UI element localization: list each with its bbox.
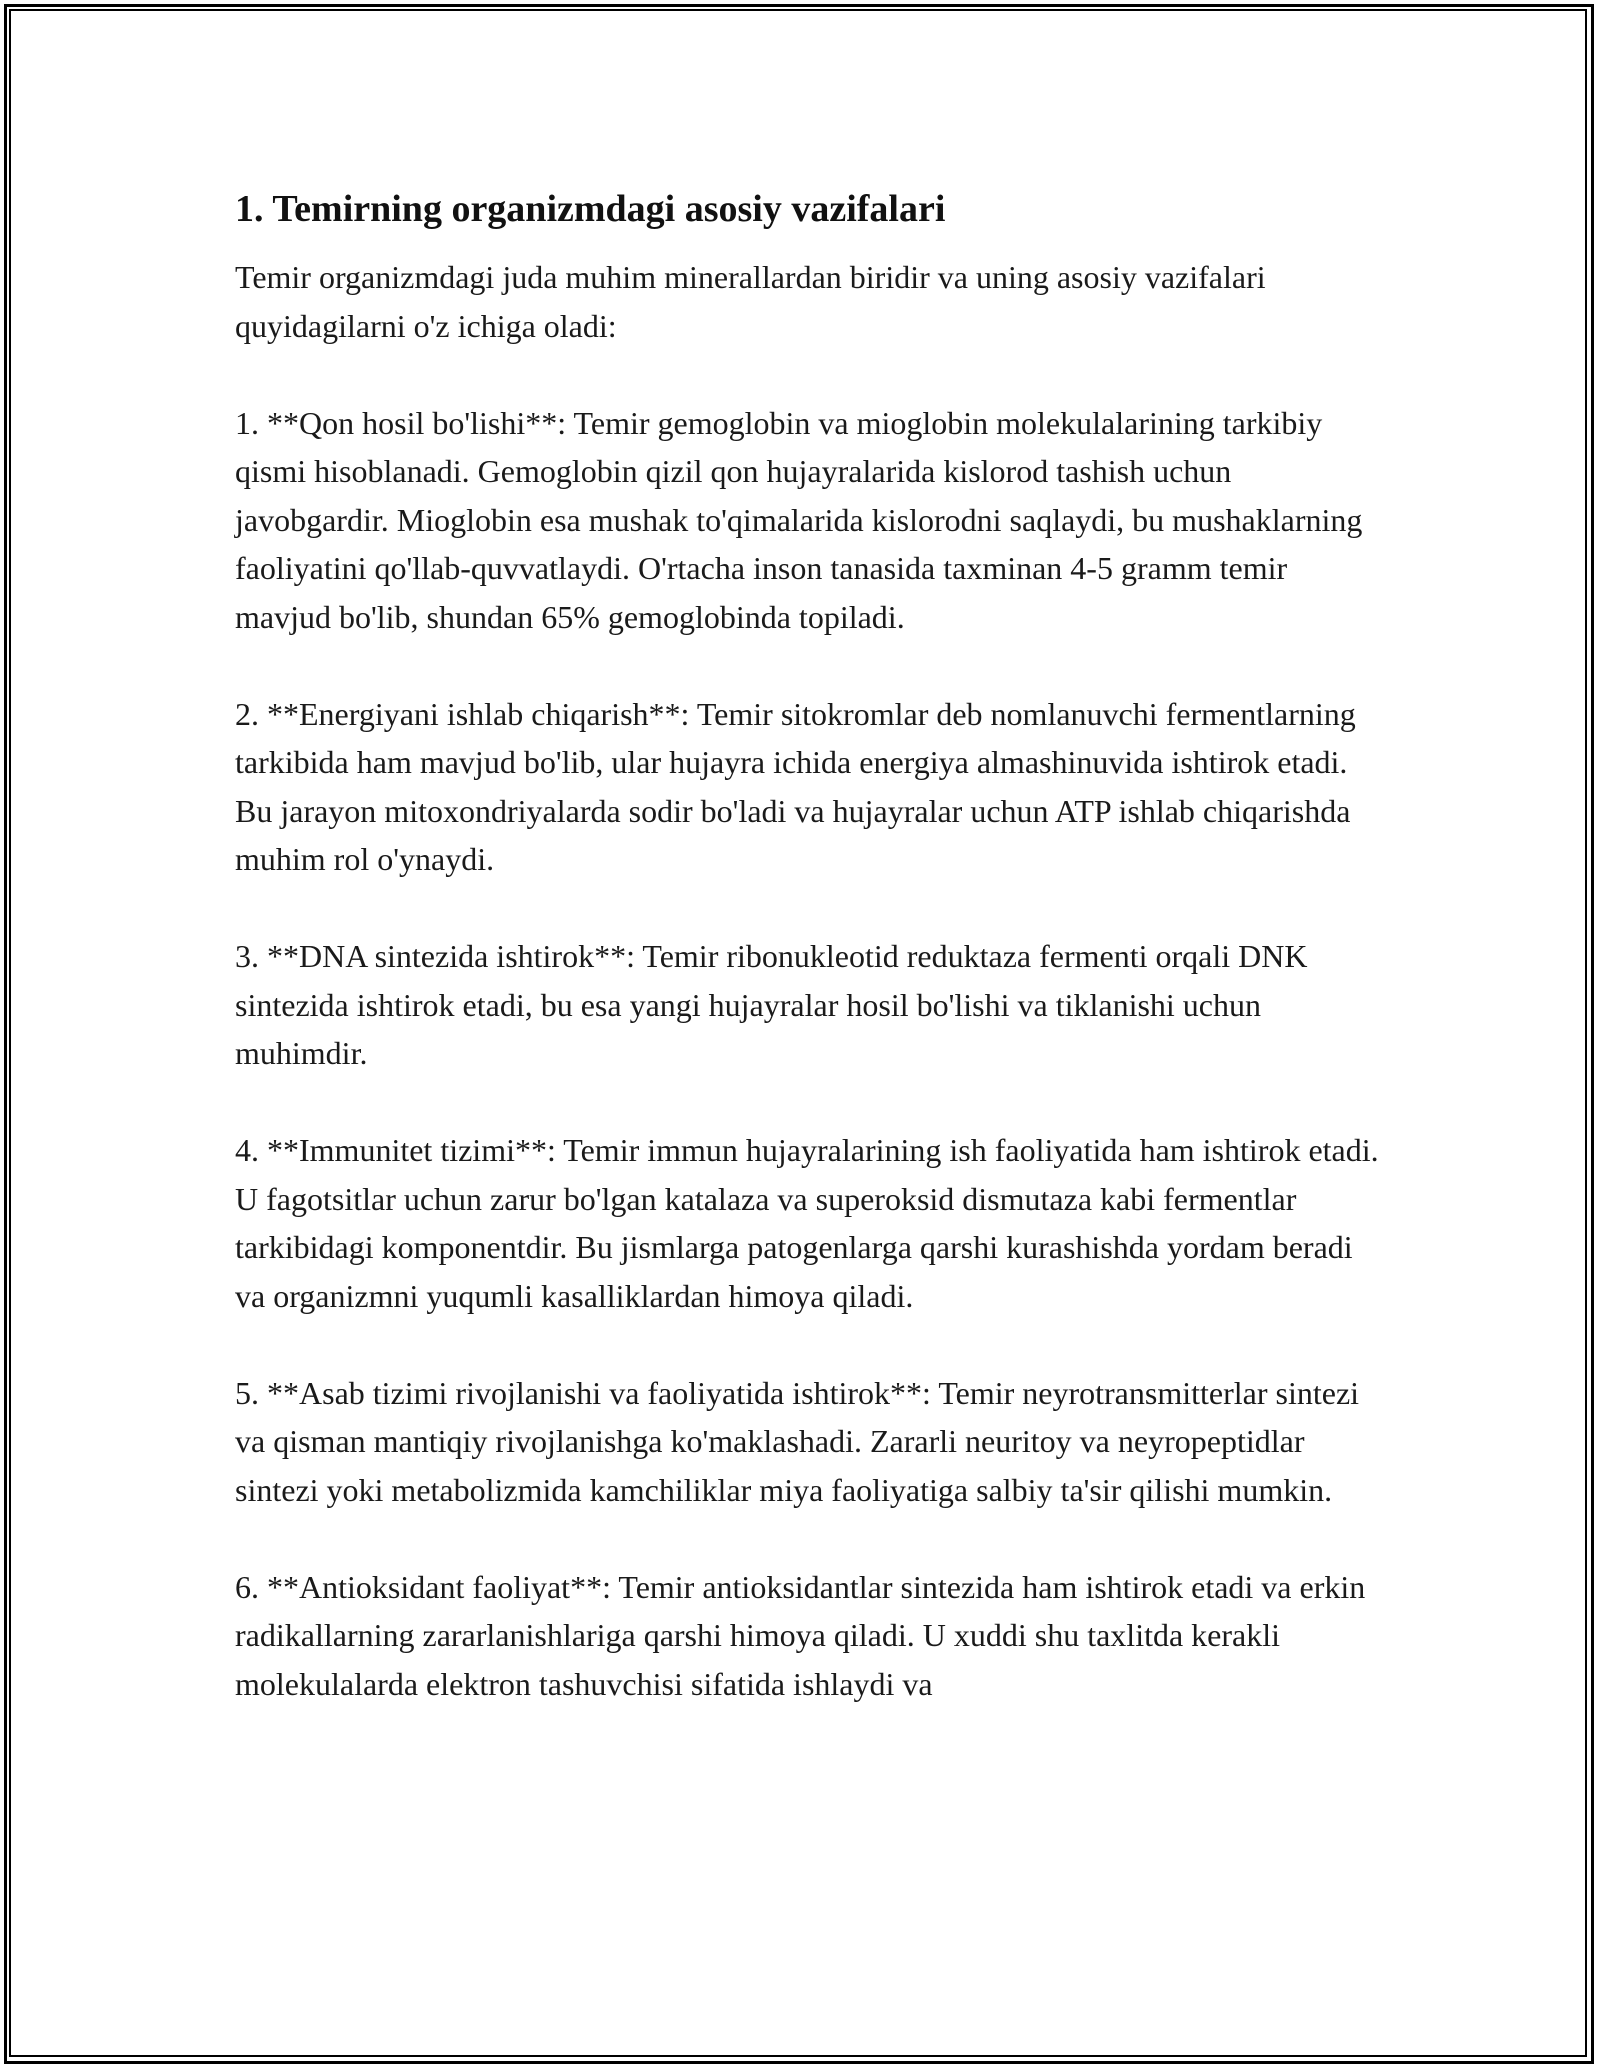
list-item-energy-production: 2. **Energiyani ishlab chiqarish**: Temir sitokromlar deb nomlanuvchi fermentlarning tarkibida ham mavjud bo'lib, ular hujayra ichida energiya almashinuvida ishtirok etadi. Bu jarayon mitoxondriyalarda sodir bo'ladi va hujayralar uchun ATP ishlab chiqarishda muhim rol o'ynaydi. <box>235 695 1356 877</box>
list-item-dna-synthesis: 3. **DNA sintezida ishtirok**: Temir ribonukleotid reduktaza fermenti orqali DNK sintezida ishtirok etadi, bu esa yangi hujayralar hosil bo'lishi va tiklanishi uchun muhimdir. <box>235 938 1308 1071</box>
list-item-blood-formation: 1. **Qon hosil bo'lishi**: Temir gemoglobin va mioglobin molekulalarining tarkibiy qismi hisoblanadi. Gemoglobin qizil qon hujayralarida kislorod tashish uchun javobgardir. Mioglobin esa mushak to'qimalarida kislorodni saqlaydi, bu mushaklarning faoliyatini qo'llab-quvvatlaydi. O'rtacha inson tanasida taxminan 4-5 gramm temir mavjud bo'lib, shundan 65% gemoglobinda topiladi. <box>235 404 1363 635</box>
document-body <box>235 185 1385 1757</box>
list-item-nervous-system: 5. **Asab tizimi rivojlanishi va faoliyatida ishtirok**: Temir neyrotransmitterlar sintezi va qisman mantiqiy rivojlanishga ko'maklashadi. Zararli neuritoy va neyropeptidlar sintezi yoki metabolizmida kamchiliklar miya faoliyatiga salbiy ta'sir qilishi mumkin. <box>235 1374 1360 1508</box>
list-item-immune-system: 4. **Immunitet tizimi**: Temir immun hujayralarining ish faoliyatida ham ishtirok etadi. U fagotsitlar uchun zarur bo'lgan katalaza va superoksid dismutaza kabi fermentlar tarkibidagi komponentdir. Bu jismlarga patogenlarga qarshi kurashishda yordam beradi va organizmni yuqumli kasalliklardan himoya qiladi. <box>235 1132 1379 1314</box>
document-title: 1. Temirning organizmdagi asosiy vazifalari <box>235 188 946 230</box>
list-item-antioxidant-activity: 6. **Antioksidant faoliyat**: Temir antioksidantlar sintezida ham ishtirok etadi va erkin radikallarning zararlanishlariga qarshi himoya qiladi. U xuddi shu taxlitda kerakli molekulalarda elektron tashuvchisi sifatida ishlaydi va <box>235 1568 1366 1702</box>
intro-paragraph: Temir organizmdagi juda muhim minerallardan biridir va uning asosiy vazifalari quyidagilarni o'z ichiga oladi: <box>235 259 1266 344</box>
